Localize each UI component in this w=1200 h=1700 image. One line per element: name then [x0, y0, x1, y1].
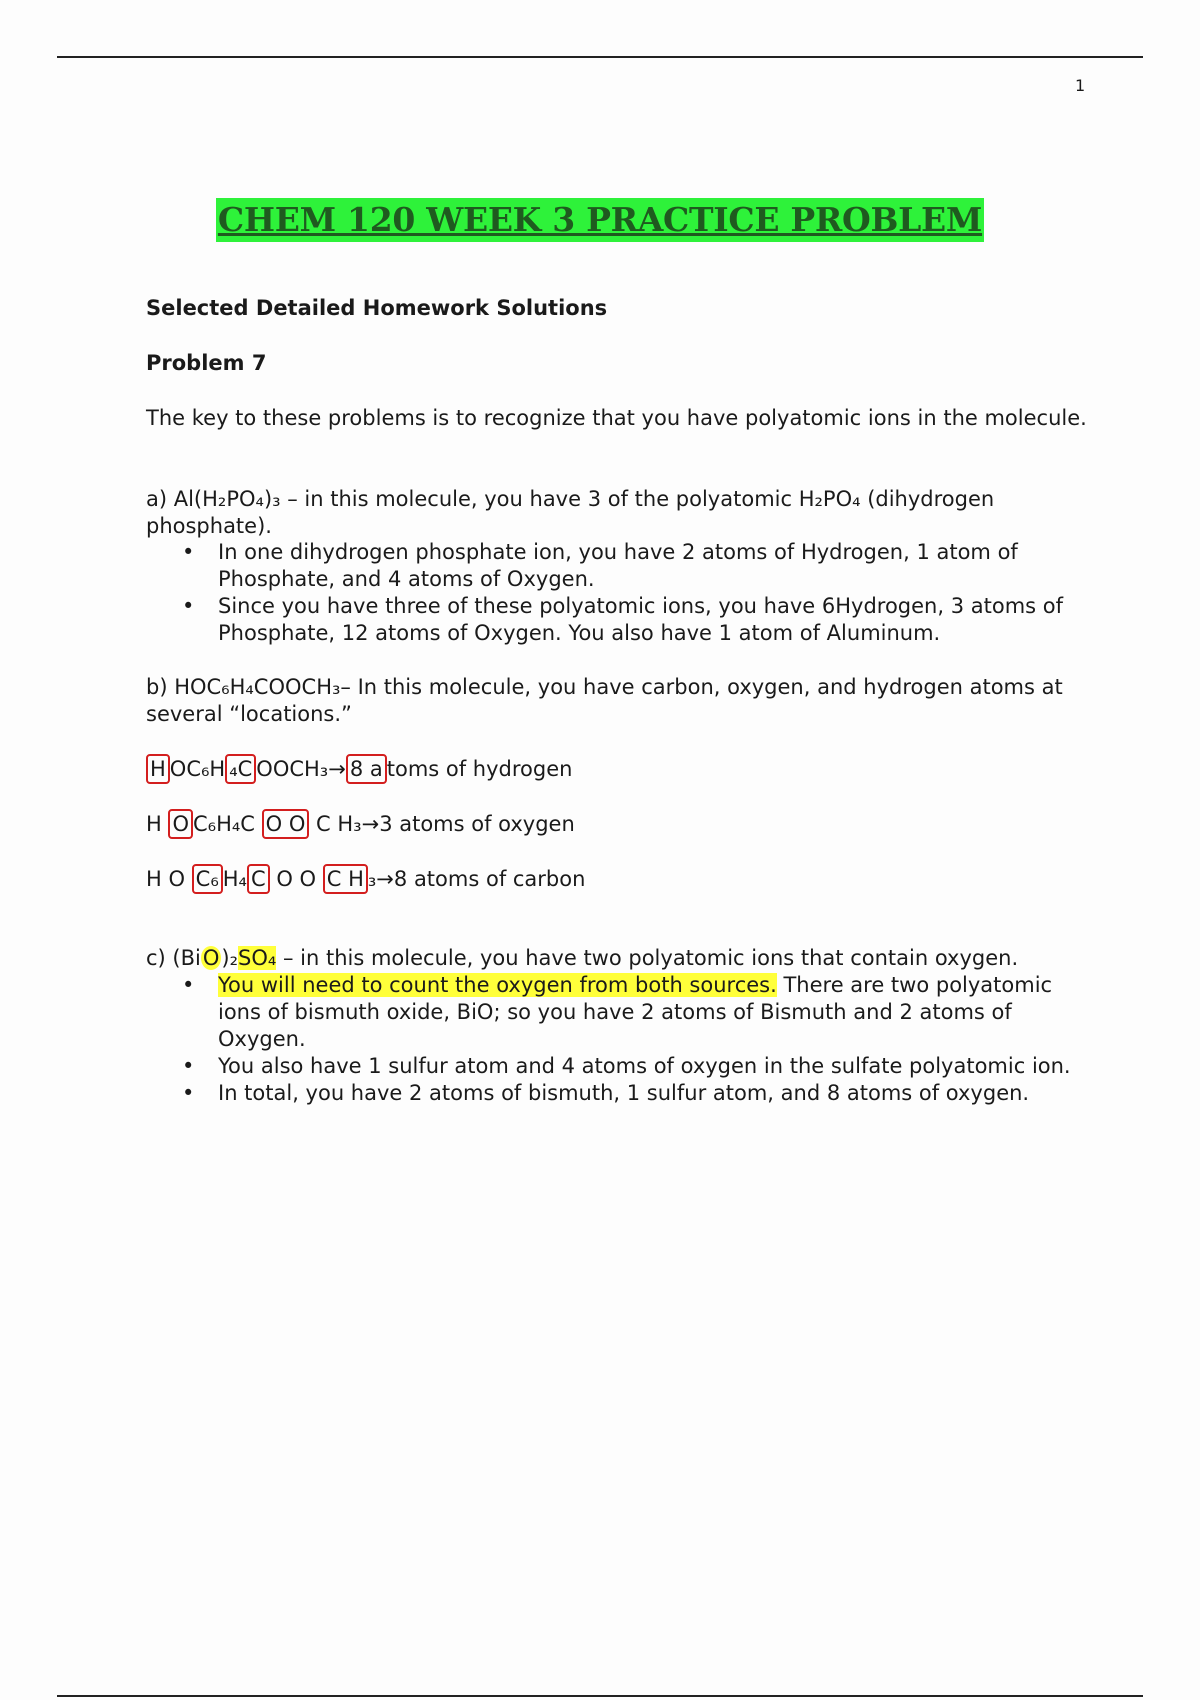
part-c-bullets	[146, 972, 1096, 1107]
formula-text: ₃→8 atoms of carbon	[367, 867, 586, 891]
list-item	[146, 1053, 1096, 1080]
bullet-text: In one dihydrogen phosphate ion, you have 2 atoms of Hydrogen, 1 atom of Phosphate, and 4 atoms of Oxygen.	[218, 540, 1018, 591]
list-item	[146, 593, 1096, 647]
list-item	[146, 1080, 1096, 1107]
problem-heading: Problem 7	[146, 351, 267, 375]
section-heading: Selected Detailed Homework Solutions	[146, 296, 608, 320]
formula-text: O O	[269, 867, 323, 891]
list-item	[146, 539, 1096, 593]
title-wrap	[0, 198, 1200, 242]
formula-text: OC₆H	[169, 757, 226, 781]
formula-text: H₄	[222, 867, 247, 891]
bullet-icon: •	[182, 594, 195, 618]
bullet-text: There are two polyatomic ions of bismuth oxide, BiO; so you have 2 atoms of Bismuth and 2 atoms of Oxygen.	[218, 973, 1053, 1051]
formula-text: c) (Bi	[146, 946, 201, 970]
bullet-text: In total, you have 2 atoms of bismuth, 1 sulfur atom, and 8 atoms of oxygen.	[218, 1081, 1030, 1105]
highlight-box: O O	[262, 809, 310, 839]
highlight-box: ₄C	[225, 754, 256, 784]
footer-rule	[57, 1695, 1143, 1697]
highlight-box: C	[247, 864, 270, 894]
highlight-box: C₆	[192, 864, 223, 894]
formula-text: – in this molecule, you have two polyatomic ions that contain oxygen.	[276, 946, 1019, 970]
part-a-text: a) Al(H₂PO₄)₃ – in this molecule, you have 3 of the polyatomic H₂PO₄ (dihydrogen phosphate).	[146, 487, 995, 538]
formula-text: OOCH₃→	[256, 757, 346, 781]
formula-text: C H₃→3 atoms of oxygen	[309, 812, 575, 836]
bullet-text: You also have 1 sulfur atom and 4 atoms of oxygen in the sulfate polyatomic ion.	[218, 1054, 1071, 1078]
carbon-count-line	[146, 864, 585, 894]
part-c-text	[146, 945, 1096, 972]
document-title: CHEM 120 WEEK 3 PRACTICE PROBLEM	[216, 198, 984, 242]
header-rule	[57, 56, 1143, 58]
highlight-box: 8 a	[346, 754, 387, 784]
highlight-box: H	[146, 754, 170, 784]
page-number: 1	[1075, 76, 1086, 95]
highlight-box: O	[168, 809, 193, 839]
bullet-text: Since you have three of these polyatomic ions, you have 6Hydrogen, 3 atoms of Phosphate, 12 atoms of Oxygen. You also have 1 atom of Aluminum.	[218, 594, 1064, 645]
hydrogen-count-line	[146, 754, 572, 784]
highlighted-oxygen: O	[202, 946, 220, 970]
part-b-text: b) HOC₆H₄COOCH₃– In this molecule, you have carbon, oxygen, and hydrogen atoms at several “locations.”	[146, 675, 1063, 726]
formula-text: H	[146, 812, 169, 836]
formula-text: toms of hydrogen	[386, 757, 573, 781]
formula-text: )₂	[221, 946, 239, 970]
bullet-icon: •	[182, 1054, 195, 1078]
formula-text: H O	[146, 867, 192, 891]
part-a-bullets	[146, 539, 1096, 647]
bullet-icon: •	[182, 1081, 195, 1105]
highlighted-sulfate: SO₄	[238, 946, 277, 970]
bullet-icon: •	[182, 973, 195, 997]
formula-text: C₆H₄C	[193, 812, 262, 836]
list-item	[146, 972, 1096, 1053]
highlighted-sentence: You will need to count the oxygen from both sources.	[218, 973, 777, 997]
intro-paragraph: The key to these problems is to recognize that you have polyatomic ions in the molecule.	[146, 406, 1087, 430]
oxygen-count-line	[146, 809, 575, 839]
highlight-box: C H	[323, 864, 368, 894]
bullet-icon: •	[182, 540, 195, 564]
